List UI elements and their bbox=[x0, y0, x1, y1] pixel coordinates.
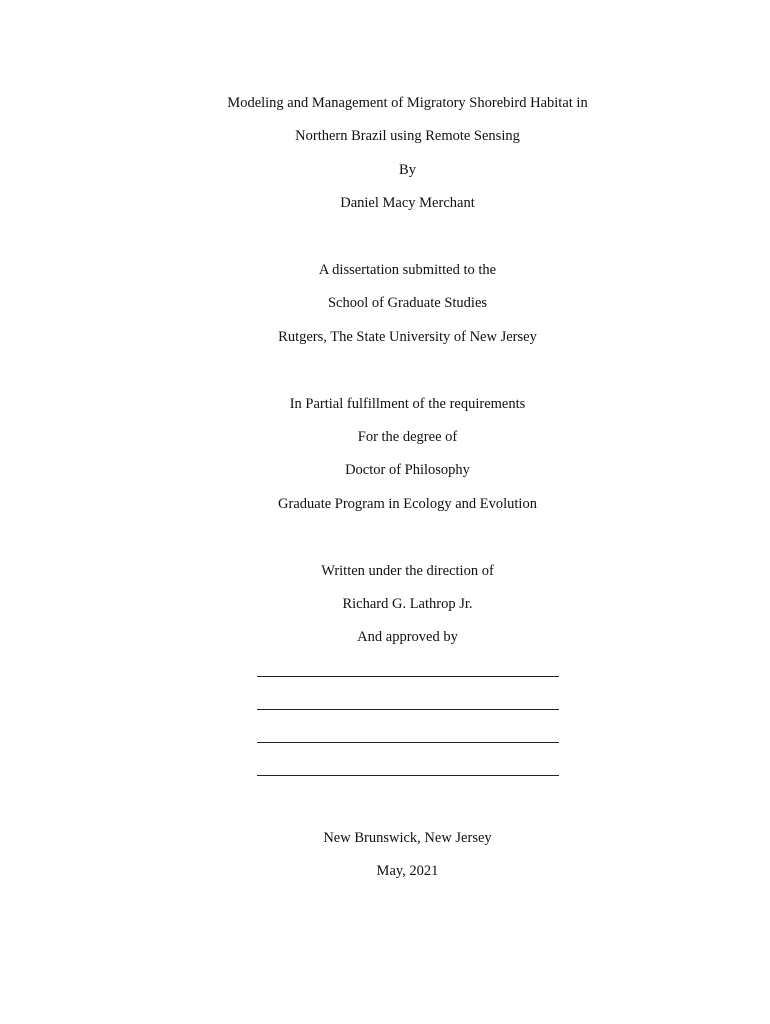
author-name: Daniel Macy Merchant bbox=[340, 195, 475, 211]
signature-line-3 bbox=[257, 742, 559, 743]
signature-line-1 bbox=[257, 676, 559, 677]
dissertation-title-line-2: Northern Brazil using Remote Sensing bbox=[295, 128, 520, 144]
fulfillment-line-1: In Partial fulfillment of the requirements bbox=[289, 396, 526, 412]
date: May, 2021 bbox=[376, 863, 439, 879]
direction-label: Written under the direction of bbox=[321, 563, 494, 579]
by-label: By bbox=[399, 162, 416, 178]
submission-line-1: A dissertation submitted to the bbox=[318, 262, 497, 278]
signature-line-4 bbox=[257, 775, 559, 776]
graduate-program: Graduate Program in Ecology and Evolution bbox=[278, 496, 537, 512]
degree-name: Doctor of Philosophy bbox=[345, 462, 470, 478]
submission-line-2: School of Graduate Studies bbox=[327, 295, 488, 311]
dissertation-title-line-1: Modeling and Management of Migratory Shorebird Habitat in bbox=[227, 95, 588, 111]
signature-line-2 bbox=[257, 709, 559, 710]
advisor-name: Richard G. Lathrop Jr. bbox=[342, 596, 473, 612]
university-name: Rutgers, The State University of New Jersey bbox=[278, 329, 537, 345]
fulfillment-line-2: For the degree of bbox=[357, 429, 458, 445]
approved-by-label: And approved by bbox=[357, 629, 458, 645]
location: New Brunswick, New Jersey bbox=[323, 830, 492, 846]
